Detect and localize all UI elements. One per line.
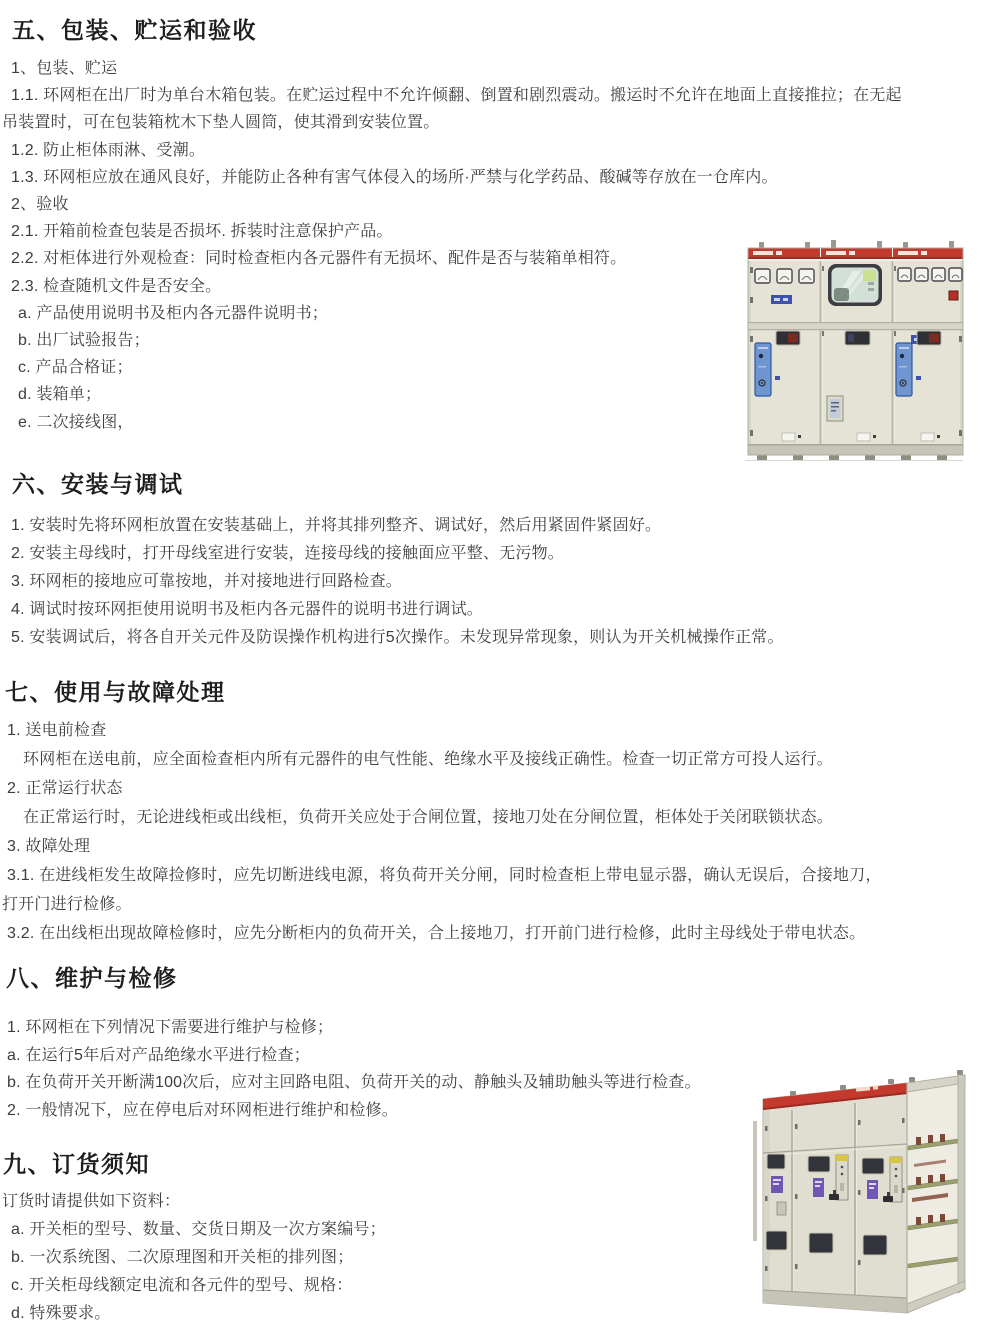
panel3-indicator-lamp [949, 291, 958, 300]
text-line: 订货时请提供如下资料： [2, 1193, 181, 1210]
section-title: 七、使用与故障处理 [5, 679, 226, 705]
text-line: a. 产品使用说明书及柜内各元器件说明书； [18, 304, 328, 322]
text-line: 打开门进行检修。 [2, 896, 132, 913]
text-line: e. 二次接线图， [18, 413, 134, 431]
text-line: 2. 一般情况下，应在停电后对环网柜进行维护和检修。 [7, 1101, 398, 1119]
text-line: c. 产品合格证； [18, 359, 133, 377]
text-line: b. 一次系统图、二次原理图和开关柜的排列图； [11, 1249, 354, 1266]
panel2-viewing-window [828, 264, 882, 306]
text-line: 1. 送电前检查 [7, 722, 107, 739]
text-line: 环网柜在送电前，应全面检查柜内所有元器件的电气性能、绝缘水平及接线正确性。检查一切正常方可投人运行。 [23, 751, 834, 768]
text-line: b. 出厂试验报告； [18, 332, 150, 350]
text-line: 2.1. 开箱前检查包装是否损坏. 拆装时注意保护产品。 [11, 223, 393, 241]
text-line: b. 在负荷开关开断满100次后，应对主回路电阻、负荷开关的动、静触头及辅助触头等进行检查。 [7, 1074, 701, 1091]
text-line: 1.2. 防止柜体雨淋、受潮。 [11, 141, 206, 159]
text-line: 3.2. 在出线柜出现故障检修时，应先分断柜内的负荷开关，合上接地刀，打开前门进行检修，此时主母线处于带电状态。 [7, 925, 866, 942]
handle [829, 1194, 839, 1200]
text-line: c. 开关柜母线额定电流和各元件的型号、规格： [11, 1277, 353, 1294]
cabinet-plinth [748, 444, 963, 455]
switchgear-perspective-photo [752, 1066, 974, 1320]
text-line: 吊装置时，可在包装箱枕木下垫人圆筒，使其滑到安装位置。 [2, 114, 440, 132]
cabinet-feet [757, 455, 947, 460]
text-line: a. 开关柜的型号、数量、交货日期及一次方案编号； [11, 1221, 386, 1238]
section-body [0, 716, 1002, 948]
text-line: 1. 安装时先将环网柜放置在安装基础上，并将其排列整齐、调试好，然后用紧固件紧固好。 [11, 517, 662, 534]
text-line: 3. 环网柜的接地应可靠按地，并对接地进行回路检查。 [11, 573, 402, 590]
panel3-display-window [917, 331, 941, 345]
text-line: 1. 环网柜在下列情况下需要进行维护与检修； [7, 1019, 334, 1036]
section-title: 五、包装、贮运和验收 [12, 17, 257, 43]
text-line: 1、包装、贮运 [11, 60, 118, 77]
text-line: 3.1. 在进线柜发生故障捡修时，应先切断进线电源，将负荷开关分闸，同时检查柜上带电显示器，确认无误后，合接地刀， [7, 867, 882, 884]
text-line: 2. 安装主母线时，打开母线室进行安装，连接母线的接触面应平整、无污物。 [11, 545, 564, 562]
lifting-lugs [759, 240, 954, 248]
text-line: 1.1. 环网柜在出厂时为单台木箱包装。在贮运过程中不允许倾翻、倒置和剧烈震动。搬运时不允许在地面上直接推拉；在无起 [11, 87, 902, 105]
text-line: d. 特殊要求。 [11, 1305, 111, 1322]
panel2-diagram-window [827, 396, 843, 421]
text-line: 1.3. 环网柜应放在通风良好，并能防止各种有害气体侵入的场所·严禁与化学药品、酸碱等存放在一仓库内。 [11, 168, 778, 186]
text-line: d. 装箱单； [18, 386, 102, 404]
text-line: a. 在运行5年后对产品绝缘水平进行检查； [7, 1046, 310, 1064]
panel1-meters [755, 269, 814, 283]
switchgear-front-photo [735, 236, 967, 468]
panel1-control-panel [755, 343, 771, 396]
text-line: 5. 安装调试后，将各自开关元件及防误操作机构进行5次操作。未发现异常现象，则认为开关机械操作正常。 [11, 629, 784, 646]
section-body [0, 512, 1002, 652]
cabinet-red-band [748, 248, 963, 261]
nameplate-marks [753, 251, 927, 255]
switchgear-front-graphic [735, 236, 967, 468]
section-installation-commissioning [0, 470, 1002, 652]
switchgear-perspective-graphic [752, 1066, 974, 1320]
text-line: 在正常运行时，无论进线柜或出线柜，负荷开关应处于合闸位置，接地刀处在分闸位置，柜体处于关闭联锁状态。 [23, 809, 834, 826]
section-title: 六、安装与调试 [12, 471, 184, 497]
text-line: 2、验收 [11, 196, 69, 214]
open-side-frame [907, 1075, 965, 1313]
text-line: 2. 正常运行状态 [7, 780, 123, 797]
text-line: 2.2. 对柜体进行外观检查：同时检查柜内各元器件有无损坏、配件是否与装箱单相符。 [11, 250, 627, 268]
text-line: 3. 故障处理 [7, 838, 91, 855]
section-title: 八、维护与检修 [6, 965, 178, 991]
handle [883, 1196, 893, 1202]
panel3-control-panel [896, 343, 912, 396]
text-line: 2.3. 检查随机文件是否安全。 [11, 277, 222, 295]
operation-strip [890, 1157, 902, 1202]
adjacent-cabinet-edge [753, 1121, 757, 1241]
text-line: 4. 调试时按环网拒使用说明书及柜内各元器件的说明书进行调试。 [11, 601, 483, 618]
section-title: 九、订货须知 [3, 1151, 150, 1177]
operation-strip [836, 1155, 848, 1200]
section-use-fault-handling [0, 678, 1002, 948]
panel1-display-window [776, 331, 800, 345]
